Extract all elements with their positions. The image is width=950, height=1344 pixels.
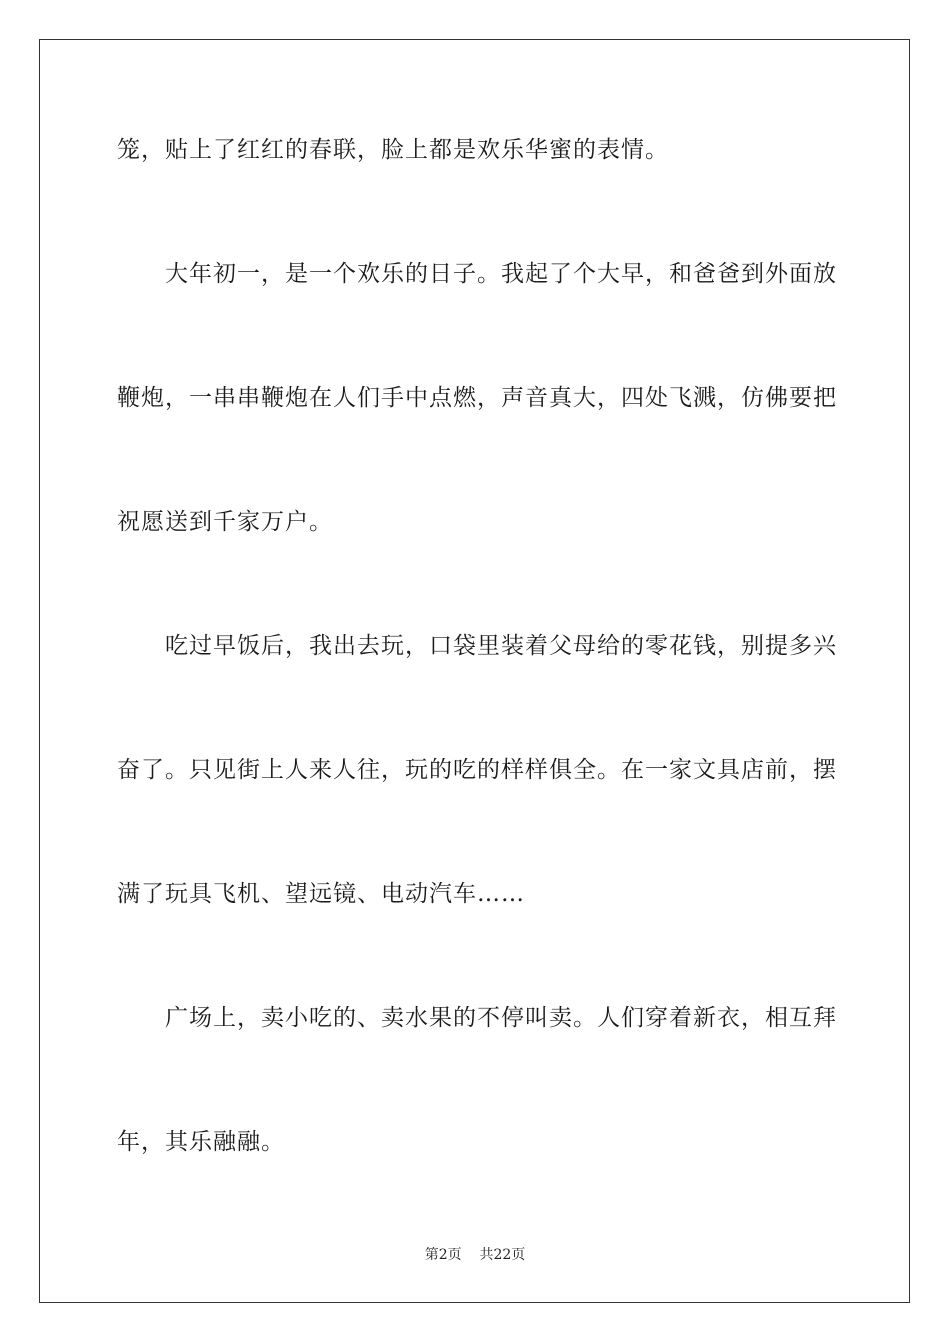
page-total: 共22页 [479,1247,526,1263]
page-border [39,39,910,1303]
text-line: 满了玩具飞机、望远镜、电动汽车…… [117,881,525,907]
page-footer [0,1246,950,1264]
text-line: 年，其乐融融。 [117,1129,285,1155]
text-line: 奋了。只见街上人来人往，玩的吃的样样俱全。在一家文具店前，摆 [117,757,837,783]
paragraph-start-line: 广场上，卖小吃的、卖水果的不停叫卖。人们穿着新衣，相互拜 [165,1005,837,1031]
text-line: 祝愿送到千家万户。 [117,509,333,535]
page-number: 第2页 [424,1247,462,1263]
paragraph-start-line: 吃过早饭后，我出去玩，口袋里装着父母给的零花钱，别提多兴 [165,633,837,659]
paragraph-start-line: 大年初一，是一个欢乐的日子。我起了个大早，和爸爸到外面放 [165,261,837,287]
text-line: 笼，贴上了红红的春联，脸上都是欢乐华蜜的表情。 [117,137,669,163]
text-line: 鞭炮，一串串鞭炮在人们手中点燃，声音真大，四处飞溅，仿佛要把 [117,385,837,411]
